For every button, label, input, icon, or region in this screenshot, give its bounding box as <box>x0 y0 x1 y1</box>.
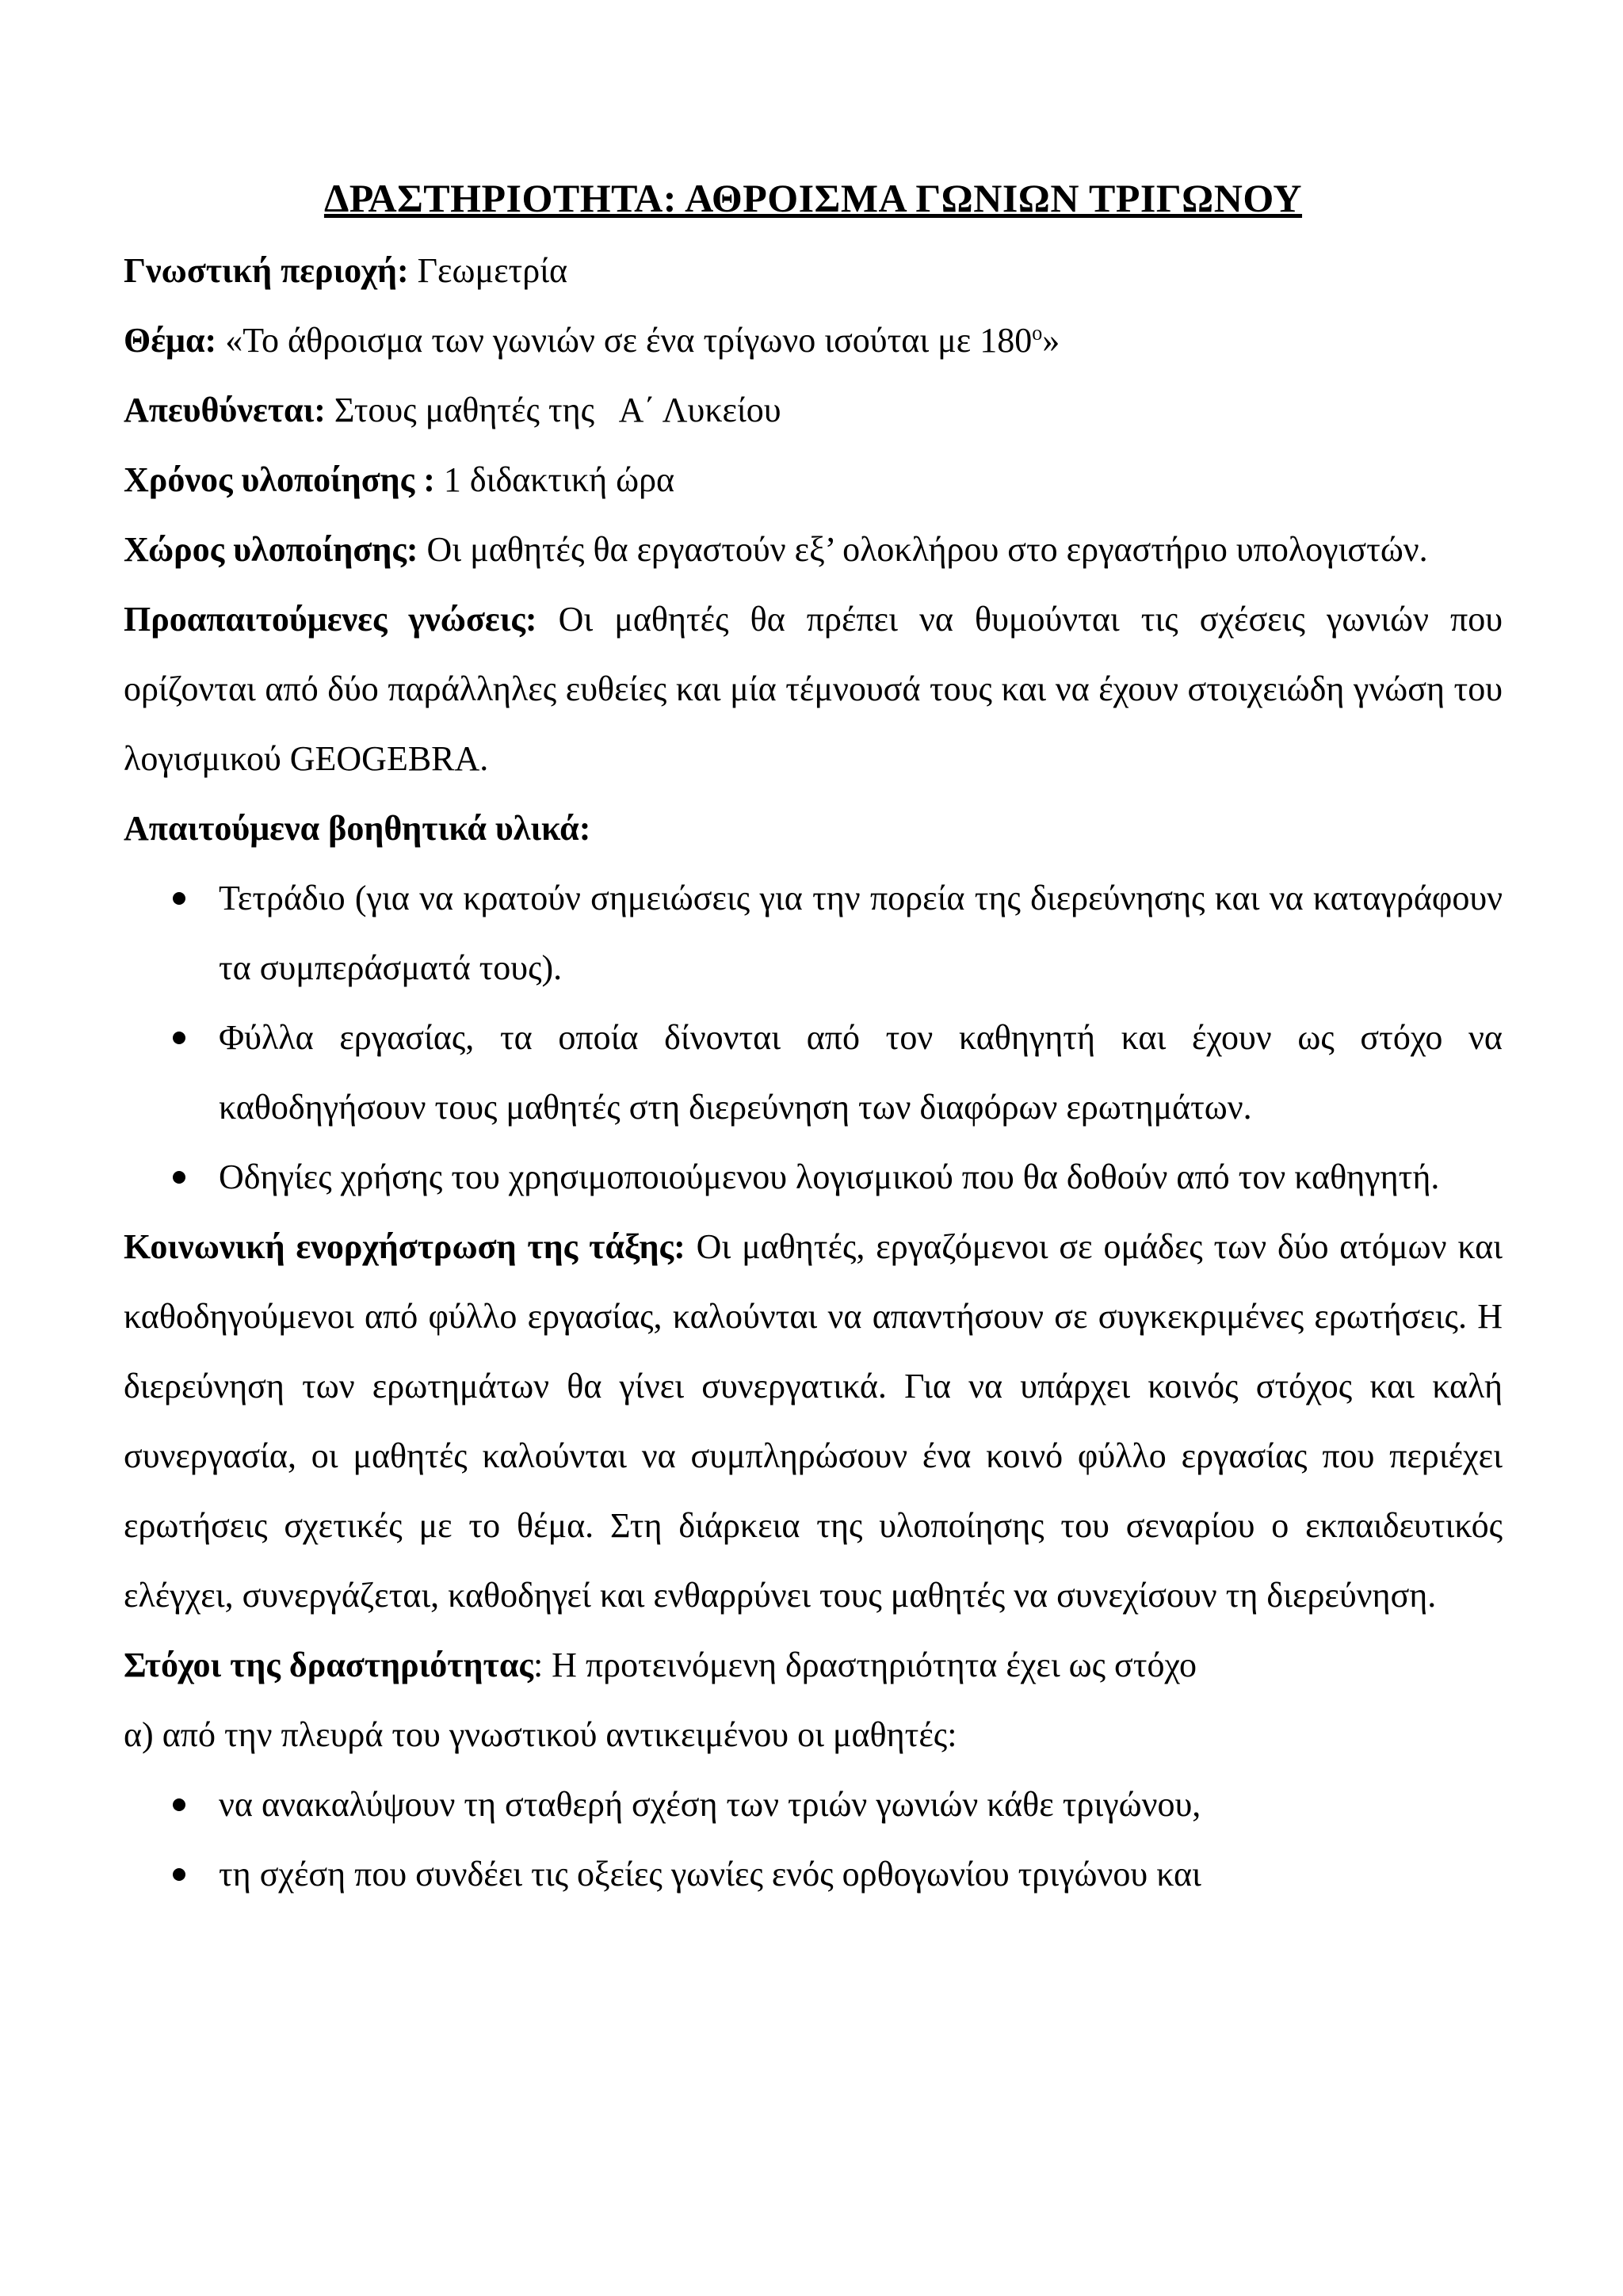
duration-value: 1 διδακτική ώρα <box>443 460 675 499</box>
bullet-icon <box>173 1868 185 1881</box>
audience-line <box>124 376 1503 445</box>
subject-area-label: Γνωστική περιοχή: <box>124 251 409 290</box>
degree-superscript: ο <box>1032 321 1043 345</box>
goals-value: : Η προτεινόμενη δραστηριότητα έχει ως στόχο <box>533 1646 1197 1684</box>
prerequisites-label: Προαπαιτούμενες γνώσεις: <box>124 600 537 639</box>
location-label: Χώρος υλοποίησης: <box>124 530 418 569</box>
location-paragraph <box>124 515 1503 585</box>
organization-value: Οι μαθητές, εργαζόμενοι σε ομάδες των δύο ατόμων και καθοδηγούμενοι από φύλλο εργασίας, καλούνται να απαντήσουν σε συγκεκριμένες ερωτήσεις. Η διερεύνηση των ερωτημάτων θα γίνει συνεργατικά. Για να υπάρχει κοινός στόχος και καλή συνεργασία, οι μαθητές καλούνται να συμπληρώσουν ένα κοινό φύλλο εργασίας που περιέχει ερωτήσεις σχετικές με το θέμα. Στη διάρκεια της υλοποίησης του σεναρίου ο εκπαιδευτικός ελέγχει, συνεργάζεται, καθοδηγεί και ενθαρρύνει τους μαθητές να συνεχίσουν τη διερεύνηση. <box>124 1227 1503 1615</box>
bullet-icon <box>173 1798 185 1811</box>
organization-label: Κοινωνική ενορχήστρωση της τάξης: <box>124 1227 685 1266</box>
materials-heading <box>124 794 1503 864</box>
goals-label: Στόχοι της δραστηριότητας <box>124 1646 533 1684</box>
topic-value: «Το άθροισμα των γωνιών σε ένα τρίγωνο ισούται με 180 <box>225 321 1033 360</box>
audience-label: Απευθύνεται: <box>124 391 326 429</box>
prerequisites-paragraph <box>124 585 1503 794</box>
topic-label: Θέμα: <box>124 321 217 360</box>
goals-line <box>124 1630 1503 1700</box>
materials-list <box>124 864 1503 1212</box>
goals-list <box>124 1770 1503 1909</box>
list-item-text: Φύλλα εργασίας, τα οποία δίνονται από τον καθηγητή και έχουν ως στόχο να καθοδηγήσουν τους μαθητές στη διερεύνηση των διαφόρων ερωτημάτων. <box>219 1018 1503 1127</box>
list-item <box>124 1003 1503 1142</box>
list-item-text: τη σχέση που συνδέει τις οξείες γωνίες ενός ορθογωνίου τριγώνου και <box>219 1855 1201 1894</box>
bullet-icon <box>173 892 185 905</box>
subject-area-value: Γεωμετρία <box>417 251 568 290</box>
list-item <box>124 1770 1503 1840</box>
subject-area-line <box>124 236 1503 306</box>
document-title: ΔΡΑΣΤΗΡΙΟΤΗΤΑ: ΑΘΡΟΙΣΜΑ ΓΩΝΙΩΝ ΤΡΙΓΩΝΟΥ <box>323 176 1303 220</box>
audience-value: Στους μαθητές της Α΄ Λυκείου <box>334 391 781 429</box>
topic-value-end: » <box>1042 321 1060 360</box>
bullet-icon <box>173 1032 185 1044</box>
topic-line <box>124 306 1503 376</box>
prerequisites-value: Οι μαθητές θα πρέπει να θυμούνται τις σχέσεις γωνιών που ορίζονται από δύο παράλληλες ευθείες και μία τέμνουσά τους και να έχουν στοιχειώδη γνώση του λογισμικού GEOGEBRA. <box>124 600 1503 778</box>
duration-line <box>124 445 1503 515</box>
materials-label: Απαιτούμενα βοηθητικά υλικά: <box>124 809 591 848</box>
organization-paragraph <box>124 1212 1503 1630</box>
list-item <box>124 1142 1503 1212</box>
duration-label: Χρόνος υλοποίησης : <box>124 460 435 499</box>
goals-intro: α) από την πλευρά του γνωστικού αντικειμένου οι μαθητές: <box>124 1715 957 1754</box>
list-item-text: να ανακαλύψουν τη σταθερή σχέση των τριών γωνιών κάθε τριγώνου, <box>219 1785 1201 1824</box>
document-page <box>124 174 1503 1909</box>
location-value: Οι μαθητές θα εργαστούν εξ’ ολοκλήρου στο εργαστήριο υπολογιστών. <box>426 530 1428 569</box>
list-item <box>124 1840 1503 1909</box>
bullet-icon <box>173 1171 185 1184</box>
list-item <box>124 864 1503 1003</box>
list-item-text: Οδηγίες χρήσης του χρησιμοποιούμενου λογισμικού που θα δοθούν από τον καθηγητή. <box>219 1158 1440 1196</box>
list-item-text: Τετράδιο (για να κρατούν σημειώσεις για την πορεία της διερεύνησης και να καταγράφουν τα συμπεράσματά τους). <box>219 879 1503 987</box>
